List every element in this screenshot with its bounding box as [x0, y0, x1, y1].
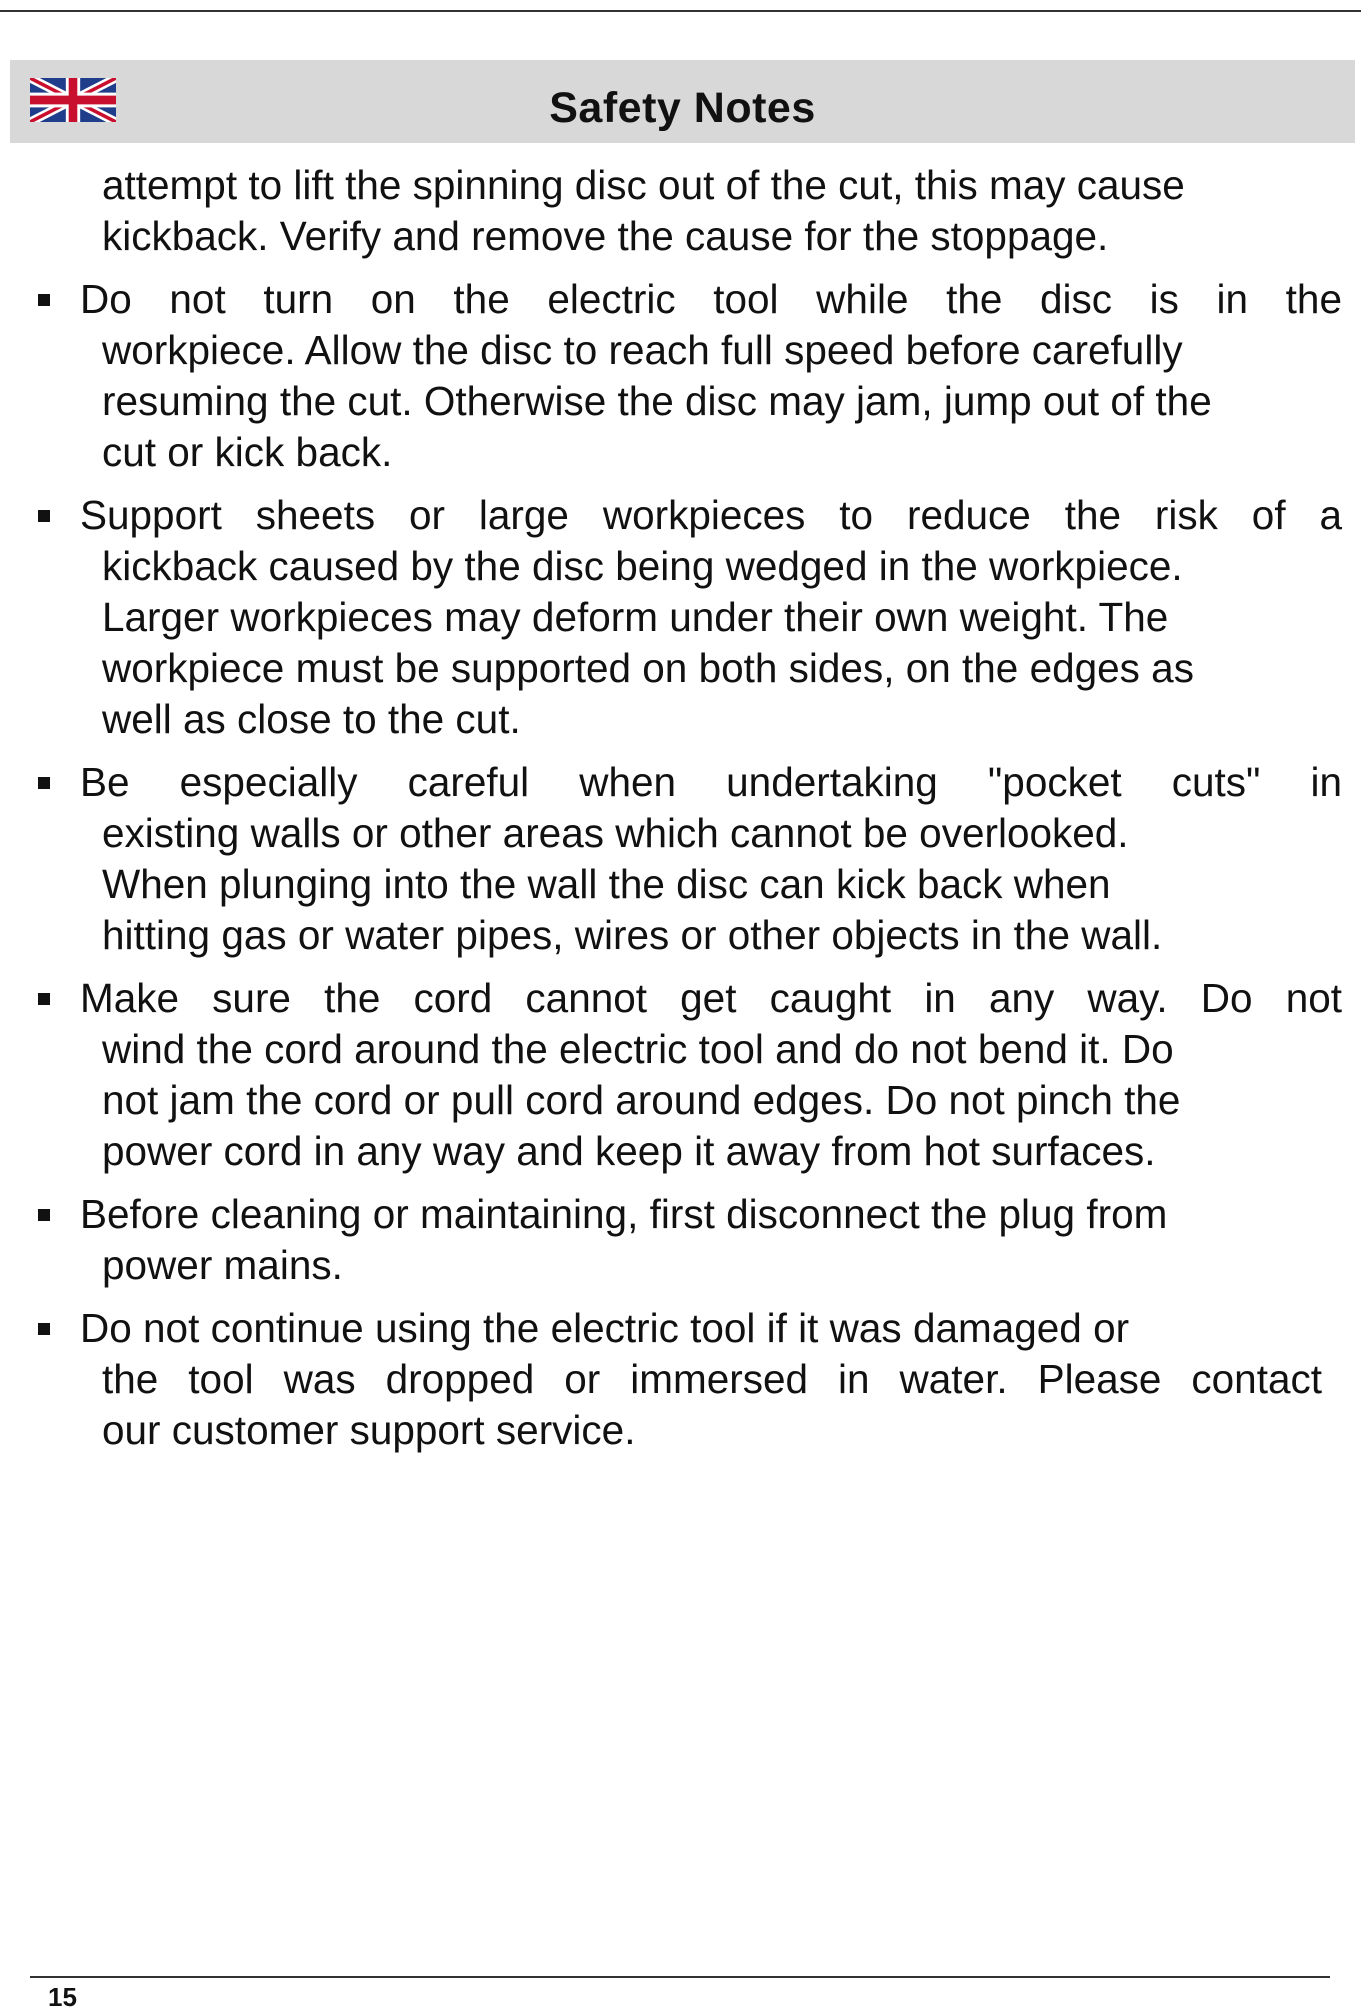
bullet-icon	[38, 777, 50, 789]
text-line: Larger workpieces may deform under their own weight. The	[102, 594, 1169, 640]
text-line: cut or kick back.	[102, 429, 393, 475]
text-line: not jam the cord or pull cord around edges. Do not pinch the	[102, 1077, 1181, 1123]
bullet-icon	[38, 510, 50, 522]
bullet-icon	[38, 1323, 50, 1335]
text-line: hitting gas or water pipes, wires or other objects in the wall.	[102, 912, 1163, 958]
text-line: kickback caused by the disc being wedged in the workpiece.	[102, 543, 1183, 589]
safety-notes-body	[0, 160, 1361, 1456]
text-line: Make sure the cord cannot get caught in any way. Do not	[80, 975, 1342, 1021]
bullet-icon	[38, 294, 50, 306]
text-line: Before cleaning or maintaining, first disconnect the plug from	[80, 1191, 1168, 1237]
text-line: Be especially careful when undertaking "pocket cuts" in	[80, 759, 1342, 805]
text-line: the tool was dropped or immersed in water. Please contact	[102, 1356, 1322, 1402]
bullet-icon	[38, 1209, 50, 1221]
text-line: power mains.	[102, 1242, 343, 1288]
list-item	[0, 1303, 1361, 1456]
list-item	[0, 274, 1361, 478]
text-line: Support sheets or large workpieces to reduce the risk of a	[80, 492, 1342, 538]
text-line: resuming the cut. Otherwise the disc may jam, jump out of the	[102, 378, 1212, 424]
top-rule	[0, 10, 1361, 12]
list-item	[0, 490, 1361, 745]
list-item	[0, 973, 1361, 1177]
text-line: well as close to the cut.	[102, 696, 521, 742]
text-line: When plunging into the wall the disc can kick back when	[102, 861, 1111, 907]
continued-paragraph	[0, 160, 1322, 262]
text-line: existing walls or other areas which cannot be overlooked.	[102, 810, 1129, 856]
text-line: Do not turn on the electric tool while the disc is in the	[80, 276, 1342, 322]
text-line: wind the cord around the electric tool and do not bend it. Do	[102, 1026, 1174, 1072]
footer-rule	[30, 1976, 1330, 1978]
page-title: Safety Notes	[549, 84, 816, 132]
section-header	[10, 60, 1355, 143]
text-line: kickback. Verify and remove the cause for the stoppage.	[102, 213, 1109, 259]
list-item	[0, 1189, 1361, 1291]
text-line: workpiece must be supported on both sides, on the edges as	[102, 645, 1194, 691]
text-line: our customer support service.	[102, 1407, 636, 1453]
text-line: power cord in any way and keep it away from hot surfaces.	[102, 1128, 1156, 1174]
text-line: workpiece. Allow the disc to reach full speed before carefully	[102, 327, 1183, 373]
list-item	[0, 757, 1361, 961]
page-number: 15	[48, 1982, 77, 2012]
text-line: Do not continue using the electric tool if it was damaged or	[80, 1305, 1130, 1351]
text-line: attempt to lift the spinning disc out of the cut, this may cause	[102, 162, 1185, 208]
bullet-icon	[38, 993, 50, 1005]
